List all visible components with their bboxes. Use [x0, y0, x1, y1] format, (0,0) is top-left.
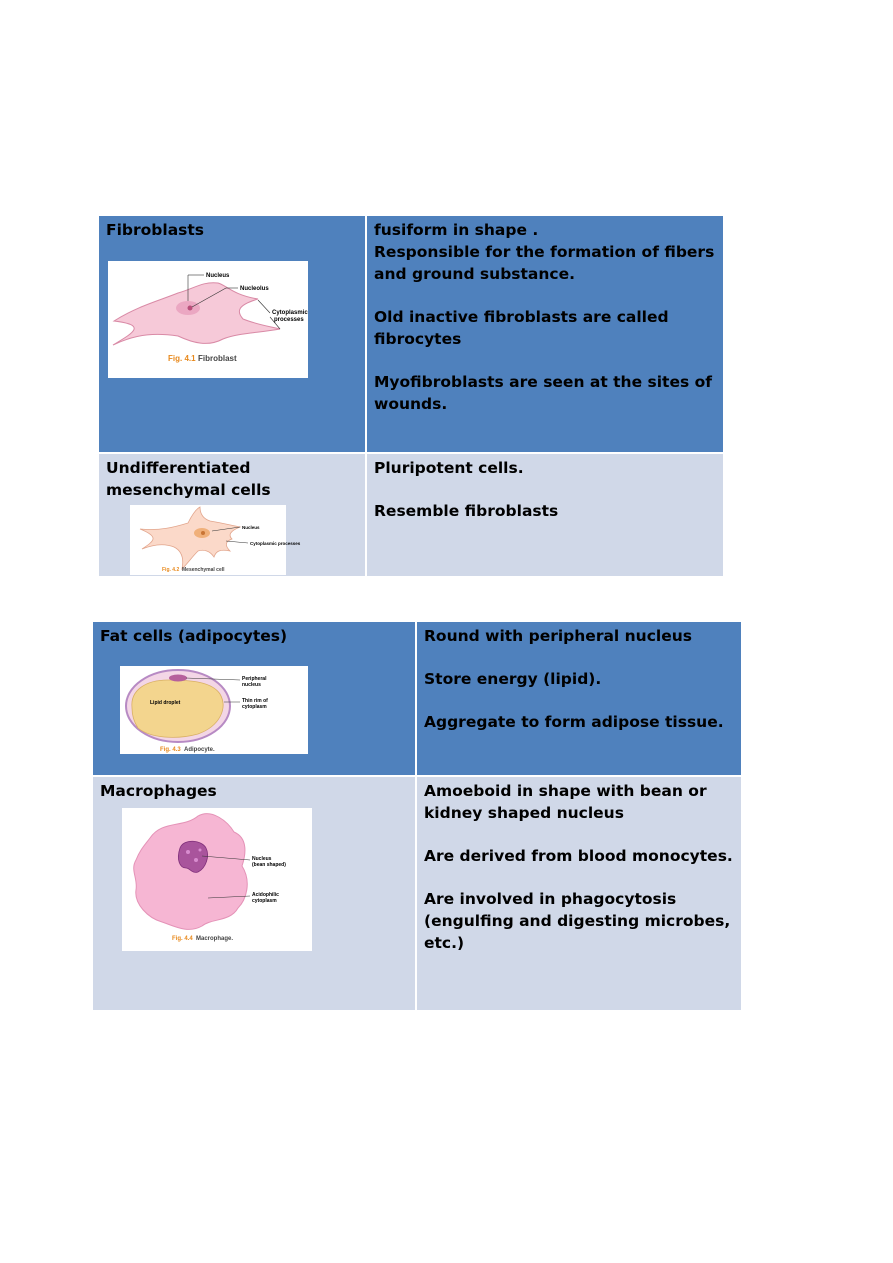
figure-caption-number: Fig. 4.2 — [162, 567, 180, 573]
row-title: Undifferentiated mesenchymal cells — [106, 459, 271, 499]
description-line: Amoeboid in shape with bean or kidney shaped nucleus — [424, 782, 707, 822]
cell-fibroblasts-name — [98, 215, 366, 453]
cell-mesenchymal-description — [366, 453, 724, 577]
figure-caption-number: Fig. 4.1 — [168, 354, 196, 363]
description-line: Are involved in phagocytosis (engulfing and digesting microbes, etc.) — [424, 890, 731, 952]
table-row-fibroblasts — [98, 215, 724, 453]
label-nucleus: Nucleus — [252, 856, 272, 862]
label-nucleus: nucleus — [242, 682, 261, 688]
cell-fibroblasts-description — [366, 215, 724, 453]
label-lipid-droplet: Lipid droplet — [150, 700, 181, 706]
label-acidophilic: Acidophilic — [252, 892, 279, 898]
label-processes: processes — [274, 317, 304, 323]
cells-table-1 — [97, 214, 725, 578]
description-line: Myofibroblasts are seen at the sites of wounds. — [374, 373, 712, 413]
fibroblast-figure — [108, 261, 308, 378]
adipocyte-figure — [120, 666, 308, 754]
table-row-macrophages — [92, 776, 742, 1011]
description-line: Store energy (lipid). — [424, 670, 602, 688]
table-row-mesenchymal — [98, 453, 724, 577]
fibroblast-cell-shape — [113, 283, 280, 345]
row-title: Fat cells (adipocytes) — [100, 627, 288, 645]
label-cytoplasm: cytoplasm — [252, 898, 277, 904]
description-line: fusiform in shape . Responsible for the formation of fibers and ground substance. — [374, 221, 715, 283]
description-line: Round with peripheral nucleus — [424, 627, 692, 645]
figure-caption-text: Macrophage. — [196, 936, 234, 942]
label-nucleus: Nucleus — [242, 525, 260, 530]
figure-caption-number: Fig. 4.4 — [172, 936, 193, 942]
macrophage-cell-shape — [134, 814, 248, 930]
description-line: Resemble fibroblasts — [374, 502, 559, 520]
cell-macrophages-description — [416, 776, 742, 1011]
description-line: Aggregate to form adipose tissue. — [424, 713, 724, 731]
description-line: Old inactive fibroblasts are called fibrocytes — [374, 308, 669, 348]
mesenchymal-figure — [130, 505, 301, 575]
cells-table-2 — [91, 620, 743, 1012]
figure-caption-text: Adipocyte. — [184, 747, 215, 753]
description-line: Are derived from blood monocytes. — [424, 847, 733, 865]
row-title: Fibroblasts — [106, 221, 205, 239]
label-thin-rim: Thin rim of — [242, 698, 268, 704]
label-cytoplasm: cytoplasm — [242, 704, 267, 710]
label-cytoplasmic: Cytoplasmic — [272, 310, 308, 316]
label-nucleolus: Nucleolus — [240, 286, 269, 292]
cell-fat-cells-description — [416, 621, 742, 776]
description-line: Pluripotent cells. — [374, 459, 524, 477]
cell-fat-cells-name — [92, 621, 416, 776]
row-title: Macrophages — [100, 782, 217, 800]
label-bean-shaped: (bean shaped) — [252, 862, 286, 868]
cell-macrophages-name — [92, 776, 416, 1011]
figure-caption-text: Fibroblast — [198, 354, 237, 363]
macrophage-figure — [122, 808, 312, 951]
label-nucleus: Nucleus — [206, 273, 230, 279]
label-cytoplasmic-processes: Cytoplasmic processes — [250, 541, 301, 546]
cell-mesenchymal-name — [98, 453, 366, 577]
table-row-fat-cells — [92, 621, 742, 776]
label-peripheral: Peripheral — [242, 676, 267, 682]
lipid-droplet-shape — [132, 680, 223, 737]
figure-caption-text: Mesenchymal cell — [182, 567, 225, 573]
figure-caption-number: Fig. 4.3 — [160, 747, 181, 753]
mesenchymal-cell-shape — [140, 507, 240, 569]
